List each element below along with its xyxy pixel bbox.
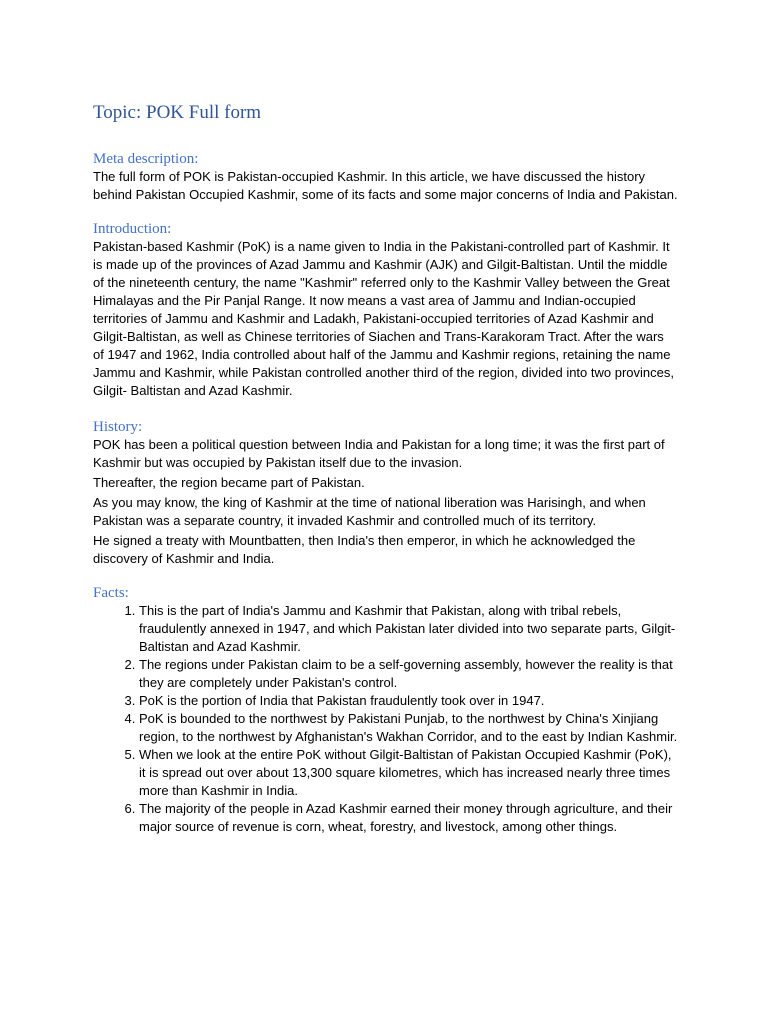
history-paragraph: He signed a treaty with Mountbatten, then India's then emperor, in which he acknowledged the discovery of Kashmir and India. — [93, 533, 636, 566]
facts-heading: Facts: — [93, 585, 129, 601]
introduction-text: Pakistan-based Kashmir (PoK) is a name given to India in the Pakistani-controlled part of Kashmir. It is made up of the provinces of Azad Jammu and Kashmir (AJK) and Gilgit-Baltistan. Until the middle of the nineteenth century, the name "Kashmir" referred only to the Kashmir Valley between the Great Himalayas and the Pir Panjal Range. It now means a vast area of Jammu and Indian-occupied territories of Jammu and Kashmir and Ladakh, Pakistani-occupied territories of Azad Kashmir and Gilgit-Baltistan, as well as Chinese territories of Siachen and Trans-Karakoram Tract. After the wars of 1947 and 1962, India controlled about half of the Jammu and Kashmir regions, retaining the name Jammu and Kashmir, while Pakistan controlled another third of the region, divided into two provinces, Gilgit- Baltistan and Azad Kashmir. — [93, 239, 674, 398]
meta-description-heading: Meta description: — [93, 151, 199, 167]
facts-section — [93, 584, 678, 836]
fact-item: 5. When we look at the entire PoK without Gilgit-Baltistan of Pakistan Occupied Kashmir (PoK), it is spread out over about 13,300 square kilometres, which has increased nearly three times more than Kashmir in India. — [139, 746, 678, 800]
introduction-section — [93, 220, 678, 400]
introduction-heading: Introduction: — [93, 221, 172, 237]
facts-list — [93, 602, 678, 836]
history-section — [93, 418, 678, 568]
meta-description-section — [93, 150, 678, 204]
history-heading: History: — [93, 419, 143, 435]
fact-item: 3. PoK is the portion of India that Pakistan fraudulently took over in 1947. — [139, 692, 678, 710]
history-paragraph: As you may know, the king of Kashmir at the time of national liberation was Harisingh, and when Pakistan was a separate country, it invaded Kashmir and controlled much of its territory. — [93, 495, 646, 528]
meta-description-text: The full form of POK is Pakistan-occupied Kashmir. In this article, we have discussed the history behind Pakistan Occupied Kashmir, some of its facts and some major concerns of India and Pakistan. — [93, 169, 678, 202]
history-paragraph: Thereafter, the region became part of Pakistan. — [93, 475, 365, 490]
fact-item: 2. The regions under Pakistan claim to be a self-governing assembly, however the reality is that they are completely under Pakistan's control. — [139, 656, 678, 692]
history-paragraph: POK has been a political question between India and Pakistan for a long time; it was the first part of Kashmir but was occupied by Pakistan itself due to the invasion. — [93, 437, 665, 470]
fact-item: 6. The majority of the people in Azad Kashmir earned their money through agriculture, and their major source of revenue is corn, wheat, forestry, and livestock, among other things. — [139, 800, 678, 836]
page-title: Topic: POK Full form — [93, 102, 262, 123]
fact-item: 1. This is the part of India's Jammu and Kashmir that Pakistan, along with tribal rebels, fraudulently annexed in 1947, and which Pakistan later divided into two separate parts, Gilgit-Baltistan and Azad Kashmir. — [139, 602, 678, 656]
fact-item: 4. PoK is bounded to the northwest by Pakistani Punjab, to the northwest by China's Xinjiang region, to the northwest by Afghanistan's Wakhan Corridor, and to the east by Indian Kashmir. — [139, 710, 678, 746]
